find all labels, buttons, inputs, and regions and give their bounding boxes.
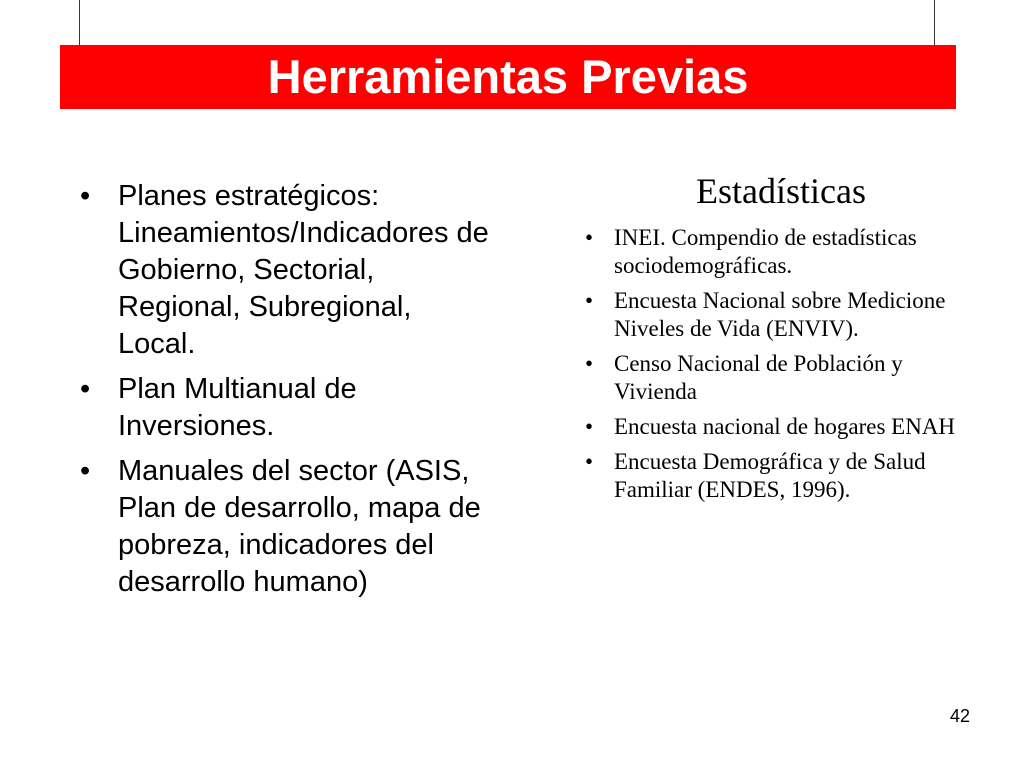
right-item-4-line-1: Encuesta nacional de hogares ENAH	[614, 414, 956, 439]
left-item-3-line-1: Manuales del sector (ASIS,	[118, 455, 470, 487]
left-item-2-line-1: Plan Multianual de	[118, 373, 357, 405]
left-item-1-line-2: Lineamientos/Indicadores de	[118, 217, 489, 249]
statistics-column	[580, 168, 1024, 511]
bullet-icon: •	[585, 449, 594, 474]
right-item-2-line-2: Niveles de Vida (ENVIV).	[614, 316, 859, 341]
right-item-3-line-2: Vivienda	[614, 379, 697, 404]
bullet-icon: •	[585, 288, 594, 313]
right-item-2-line-1: Encuesta Nacional sobre Medicione	[614, 288, 946, 313]
left-item-1-line-5: Local.	[118, 328, 196, 360]
right-item-5-line-2: Familiar (ENDES, 1996).	[614, 477, 851, 502]
left-bullet-list	[80, 178, 560, 609]
right-list-item	[580, 413, 1024, 441]
statistics-heading: Estadísticas	[696, 171, 866, 211]
left-item-1-line-1: Planes estratégicos:	[118, 180, 380, 212]
bullet-icon: •	[80, 180, 91, 212]
right-list-item	[580, 448, 1024, 504]
left-item-3-line-4: desarrollo humano)	[118, 566, 368, 598]
right-item-1-line-2: sociodemográficas.	[614, 253, 793, 278]
left-item-1-line-4: Regional, Subregional,	[118, 291, 412, 323]
bullet-icon: •	[585, 351, 594, 376]
bullet-icon: •	[585, 225, 594, 250]
left-list-item	[80, 178, 560, 363]
left-item-3-line-3: pobreza, indicadores del	[118, 529, 434, 561]
right-list-item	[580, 287, 1024, 343]
page-number: 42	[949, 706, 970, 726]
left-item-1-line-3: Gobierno, Sectorial,	[118, 254, 375, 286]
bullet-icon: •	[80, 455, 91, 487]
bullet-icon: •	[80, 373, 91, 405]
right-list-item	[580, 350, 1024, 406]
right-item-5-line-1: Encuesta Demográfica y de Salud	[614, 449, 926, 474]
left-item-3-line-2: Plan de desarrollo, mapa de	[118, 492, 481, 524]
left-list-item	[80, 453, 560, 601]
right-list-item	[580, 224, 1024, 280]
right-item-3-line-1: Censo Nacional de Población y	[614, 351, 903, 376]
right-item-1-line-1: INEI. Compendio de estadísticas	[614, 225, 917, 250]
statistics-bullet-list	[580, 224, 1024, 504]
left-list-item	[80, 371, 560, 445]
left-item-2-line-2: Inversiones.	[118, 410, 275, 442]
bullet-icon: •	[585, 414, 594, 439]
slide-title: Herramientas Previas	[267, 50, 749, 103]
